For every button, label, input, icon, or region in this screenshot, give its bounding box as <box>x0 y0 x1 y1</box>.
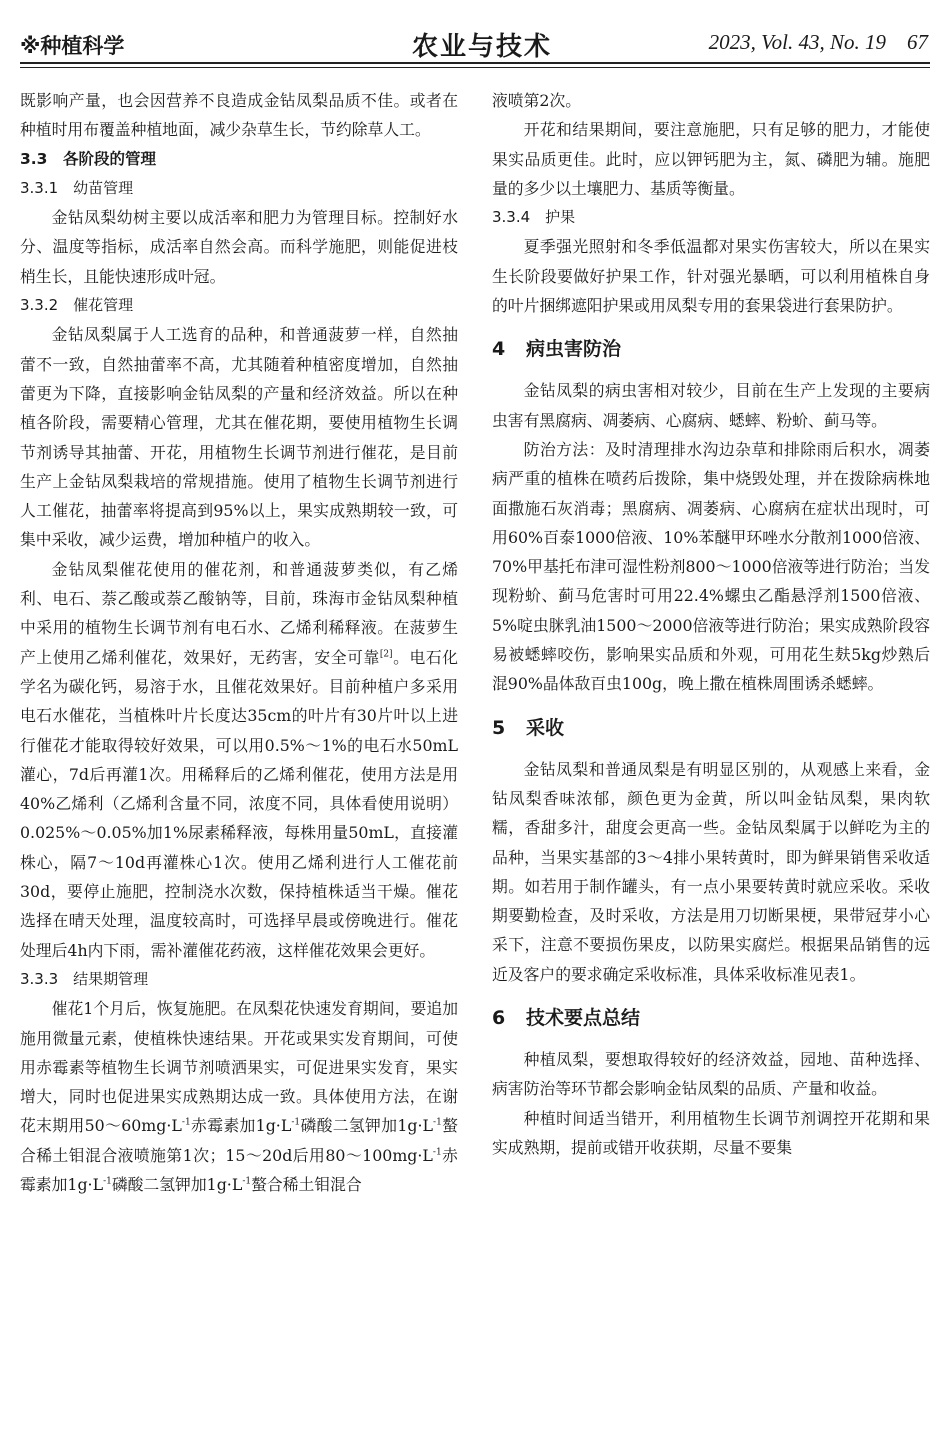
paragraph-pests-a: 金钻凤梨的病虫害相对较少，目前在生产上发现的主要病虫害有黑腐病、凋萎病、心腐病、蟋蟀、粉蚧、蓟马等。 <box>492 381 930 430</box>
text-span: 磷酸二氢钾加1g·L <box>300 1116 434 1136</box>
right-column <box>492 86 930 1162</box>
text-span: 金钻凤梨催花使用的催花剂，和普通菠萝类似，有乙烯利、电石、萘乙酸或萘乙酸钠等，目前，珠海市金钻凤梨种植中采用的植物生长调节剂有电石水、乙烯利稀释液。在菠萝生产上使用乙烯利催花，效果好，无药害，安全可靠 <box>20 559 458 667</box>
section-number: 4 <box>492 338 506 361</box>
header-rule-thin <box>20 67 930 68</box>
paragraph-summary-b: 种植时间适当错开，利用植物生长调节剂调控开花期和果实成熟期，提前或错开收获期，尽量不要集 <box>492 1108 930 1157</box>
text-span: 催花1个月后，恢复施肥。在凤梨花快速发育期间，要追加施用微量元素，使植株快速结果。开花或果实发育期间，可使用赤霉素等植物生长调节剂喷洒果实，可促进果实发育，果实增大，同时也促进果实成熟期达成一致。具体使用方法，在谢花末期用50～60mg·L <box>20 999 458 1136</box>
paragraph-harvest: 金钻凤梨和普通凤梨是有明显区别的，从观感上来看，金钻凤梨香味浓郁，颜色更为金黄，所以叫金钻凤梨，果肉软糯，香甜多汁，甜度会更高一些。金钻凤梨属于以鲜吃为主的品种，当果实基部的3～4排小果转黄时，即为鲜果销售采收适期。如若用于制作罐头，有一点小果要转黄时就应采收。采收期要勤检查，及时采收，方法是用刀切断果梗，果带冠芽小心采下，注意不要损伤果皮，以防果实腐烂。根据果品销售的远近及客户的要求确定采收标准，具体采收标准见表1。 <box>492 759 930 984</box>
paragraph-continued: 既影响产量，也会因营养不良造成金钻凤梨品质不佳。或者在种植时用布覆盖种植地面，减少杂草生长，节约除草人工。 <box>20 91 458 140</box>
heading-3-3-4: 3.3.4 护果 <box>492 208 576 227</box>
section-number: 6 <box>492 1007 506 1030</box>
paragraph-fruiting <box>20 994 458 1199</box>
section-4-heading <box>492 334 930 364</box>
issue-info: 2023, Vol. 43, No. 19 <box>708 30 886 54</box>
left-column <box>20 86 458 1199</box>
page-number: 67 <box>907 30 928 54</box>
superscript: -1 <box>103 1176 112 1187</box>
paragraph-fruit-protection: 夏季强光照射和冬季低温都对果实伤害较大，所以在果实生长阶段要做好护果工作，针对强光暴晒，可以利用植株自身的叶片捆绑遮阳护果或用凤梨专用的套果袋进行套果防护。 <box>492 237 930 316</box>
superscript: -1 <box>432 1147 442 1158</box>
page-header <box>20 26 930 60</box>
paragraph-flowering-a: 金钻凤梨属于人工选育的品种，和普通菠萝一样，自然抽蕾不一致，自然抽蕾率不高，尤其随着种植密度增加，自然抽蕾更为下降，直接影响金钻凤梨的产量和经济效益。所以在种植各阶段，需要精心管理，尤其在催花期，要使用植物生长调节剂诱导其抽蕾、开花，用植物生长调节剂进行催花，是目前生产上金钻凤梨栽培的常规措施。使用了植物生长调节剂进行人工催花，抽蕾率将提高到95%以上，果实成熟期较一致，可集中采收，减少运费，增加种植户的收入。 <box>20 325 458 550</box>
section-number: 5 <box>492 716 506 739</box>
heading-3-3-2: 3.3.2 催花管理 <box>20 296 134 315</box>
superscript: -1 <box>433 1118 442 1129</box>
section-title: 采收 <box>526 716 565 739</box>
superscript: -1 <box>242 1176 252 1187</box>
section-title: 病虫害防治 <box>526 338 622 361</box>
text-span: 。电石化学名为碳化钙，易溶于水，且催花效果好。目前种植户多采用电石水催花，当植株叶片长度达35cm的叶片有30片叶以上进行催花才能取得较好效果，可以用0.5%～1%的电石水50mL灌心，7d后再灌1次。用稀释后的乙烯利催花，使用方法是用40%乙烯利（乙烯利含量不同，浓度不同，具体看使用说明）0.025%～0.05%加1%尿素稀释液，每株用量50mL，直接灌株心，隔7～10d再灌株心1次。使用乙烯利进行人工催花前30d，要停止施肥，控制浇水次数，保持植株适当干燥。催花选择在晴天处理，温度较高时，可选择早晨或傍晚进行。催花处理后4h内下雨，需补灌催花药液，这样催花效果会更好。 <box>20 647 458 960</box>
paragraph-summary-a: 种植凤梨，要想取得较好的经济效益，园地、苗种选择、病害防治等环节都会影响金钻凤梨的品质、产量和收益。 <box>492 1050 930 1099</box>
heading-3-3-3: 3.3.3 结果期管理 <box>20 969 149 988</box>
text-span: 赤霉素加1g·L <box>190 1116 292 1136</box>
paragraph-flowering-b <box>20 555 458 965</box>
issue-and-page <box>709 30 928 55</box>
text-span: 磷酸二氢钾加1g·L <box>111 1174 243 1194</box>
header-rule-thick <box>20 62 930 64</box>
paragraph-pests-b: 防治方法：及时清理排水沟边杂草和排除雨后积水，凋萎病严重的植株在喷药后拨除，集中烧毁处理，并在拨除病株地面撒施石灰消毒；黑腐病、凋萎病、心腐病在症状出现时，可用60%百泰1000倍液、10%苯醚甲环唑水分散剂1000倍液、70%甲基托布津可湿性粉剂800～1000倍液等进行防治；当发现粉蚧、蓟马危害时可用22.4%螺虫乙酯悬浮剂1500倍液、5%啶虫脒乳油1500～2000倍液等进行防治；果实成熟阶段容易被蟋蟀咬伤，影响果实品质和外观，可用花生麸5kg炒熟后混90%晶体敌百虫100g，晚上撒在植株周围诱杀蟋蟀。 <box>492 439 930 694</box>
reference-2[interactable]: [2] <box>379 649 393 660</box>
section-5-heading <box>492 713 930 743</box>
heading-3-3-1: 3.3.1 幼苗管理 <box>20 178 134 197</box>
heading-3-3: 3.3 各阶段的管理 <box>20 149 156 168</box>
section-title: 技术要点总结 <box>526 1007 641 1030</box>
text-span: 螯合稀土钼混合 <box>251 1174 362 1194</box>
text-span: 赤霉素加1g·L <box>20 1145 458 1194</box>
section-6-heading <box>492 1003 930 1033</box>
text-span: 螯合稀土钼混合液喷施第1次；15～20d后用80～100mg·L <box>20 1116 458 1165</box>
superscript: -1 <box>291 1118 301 1129</box>
paragraph-continued: 液喷第2次。 <box>492 91 582 110</box>
paragraph-seedling: 金钻凤梨幼树主要以成活率和肥力为管理目标。控制好水分、温度等指标，成活率自然会高。而科学施肥，则能促进枝梢生长，且能快速形成叶冠。 <box>20 208 458 286</box>
journal-title: 农业与技术 <box>412 32 553 62</box>
superscript: -1 <box>181 1118 191 1129</box>
paragraph-fertilizing: 开花和结果期间，要注意施肥，只有足够的肥力，才能使果实品质更佳。此时，应以钾钙肥为主，氮、磷肥为辅。施肥量的多少以土壤肥力、基质等衡量。 <box>492 120 930 198</box>
section-label: ※种植科学 <box>20 34 125 58</box>
